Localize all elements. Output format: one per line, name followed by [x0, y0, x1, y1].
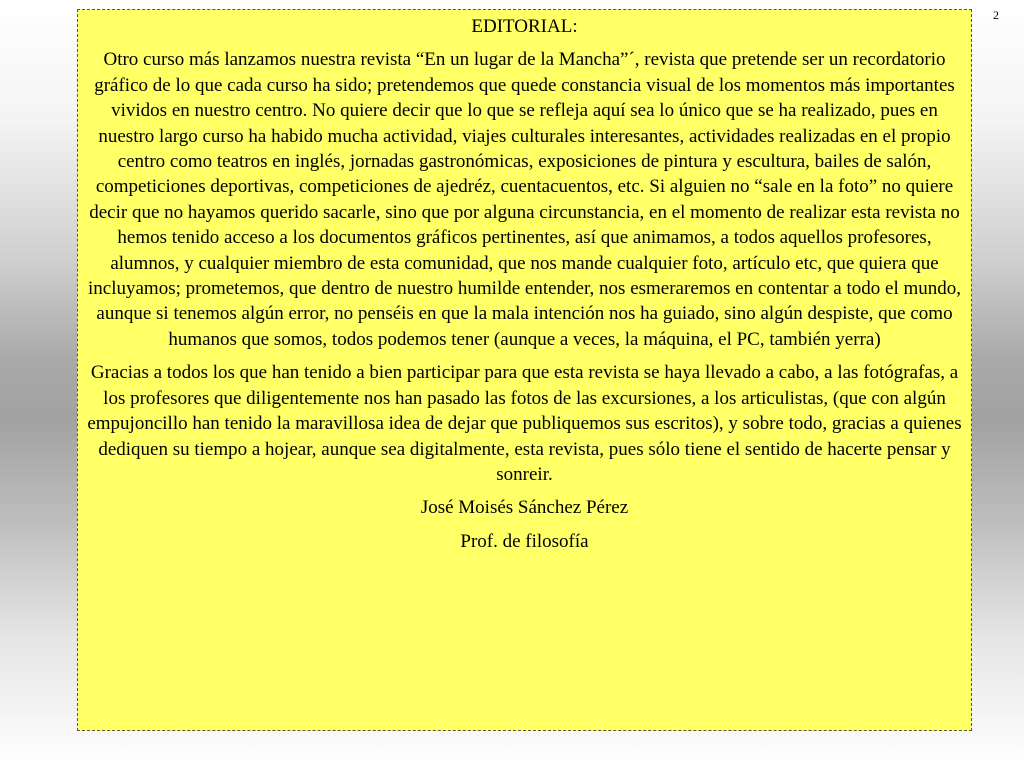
- editorial-title: EDITORIAL:: [471, 16, 578, 37]
- editorial-paragraph-intro: Otro curso más lanzamos nuestra revista “En un lugar de la Mancha”´, revista que pretende ser un recordatorio gráfico de lo que cada curso ha sido; pretendemos que quede constancia visual de los momentos más importantes vividos en nuestro centro. No quiere decir que lo que se refleja aquí sea lo único que se ha realizado, pues en nuestro largo curso ha habido mucha actividad, viajes culturales interesantes, actividades realizadas en el propio centro como teatros en inglés, jornadas gastronómicas, exposiciones de pintura y escultura, bailes de salón, competiciones deportivas, competiciones de ajedréz, cuentacuentos, etc. Si alguien no “sale en la foto” no quiere decir que no hayamos querido sacarle, sino que por alguna circunstancia, en el momento de realizar esta revista no hemos tenido acceso a los documentos gráficos pertinentes, así que animamos, a todos aquellos profesores, alumnos, y cualquier miembro de esta comunidad, que nos mande cualquier foto, artículo etc, que quiera que incluyamos; prometemos, que dentro de nuestro humilde entender, nos esmeraremos en contentar a todo el mundo, aunque si tenemos algún error, no penséis en que la mala intención nos ha guiado, sino algún despiste, que como humanos que somos, todos podemos tener (aunque a veces, la máquina, el PC, también yerra): [88, 49, 961, 350]
- editorial-paragraph-thanks: Gracias a todos los que han tenido a bien participar para que esta revista se haya llevado a cabo, a las fotógrafas, a los profesores que diligentemente nos han pasado las fotos de las excursiones, a los articulistas, (que con algún empujoncillo han tenido la maravillosa idea de dejar que publiquemos sus escritos), y sobre todo, gracias a quienes dediquen su tiempo a hojear, aunque sea digitalmente, esta revista, pues sólo tiene el sentido de hacerte pensar y sonreir.: [87, 362, 962, 485]
- page-number: 2: [993, 8, 999, 22]
- editorial-box: [77, 9, 972, 731]
- author-name: José Moisés Sánchez Pérez: [420, 497, 629, 519]
- author-role: Prof. de filosofía: [460, 530, 589, 552]
